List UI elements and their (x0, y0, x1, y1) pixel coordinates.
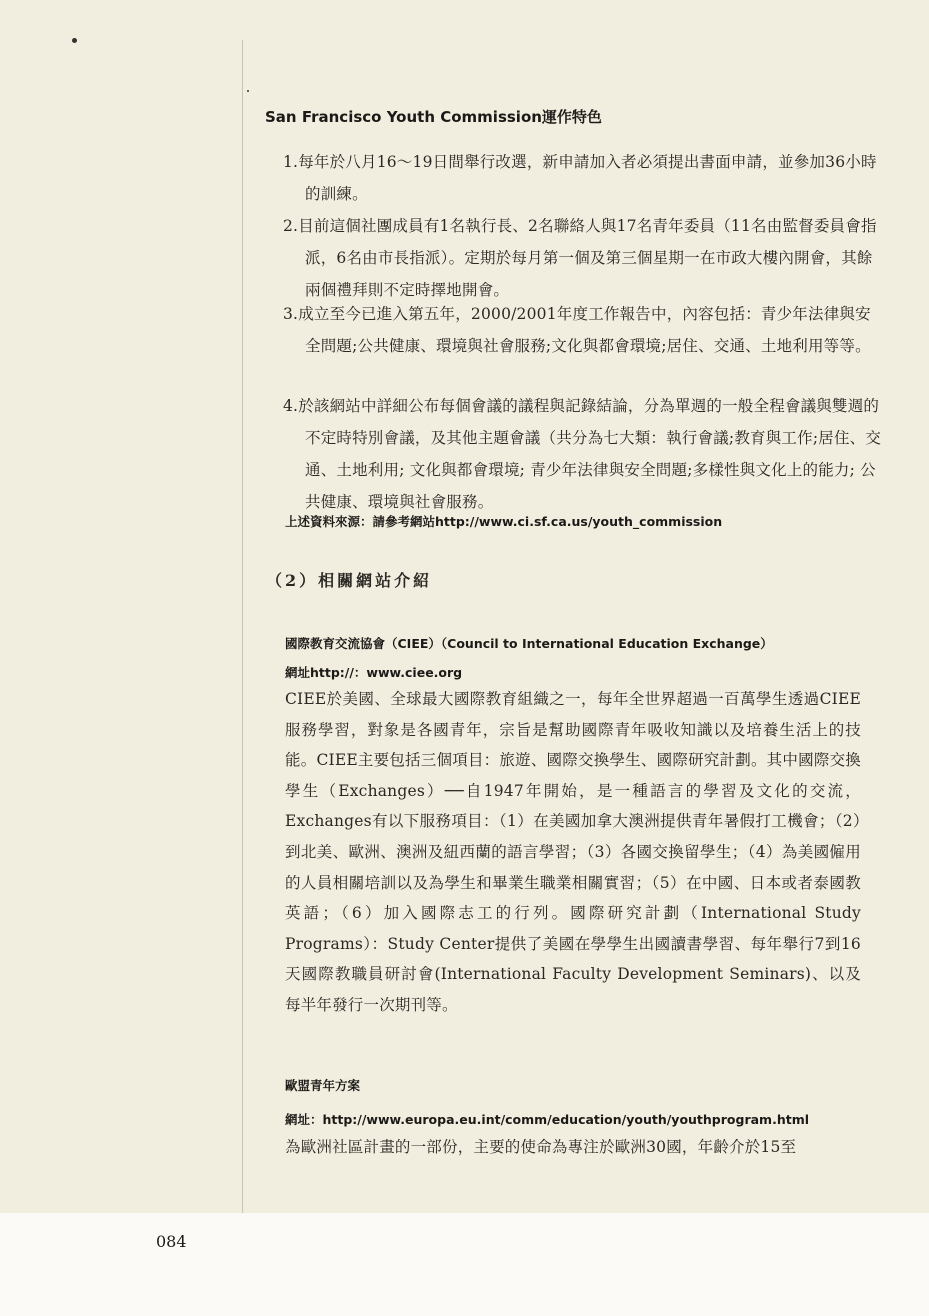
ciee-url: 網址http://：www.ciee.org (285, 665, 463, 680)
feature-item: 1.每年於八月16～19日間舉行改選，新申請加入者必須提出書面申請，並參加36小時的訓練。 (283, 153, 877, 203)
page-footer-area (0, 1213, 929, 1316)
feature-item: 3.成立至今已進入第五年，2000/2001年度工作報告中，內容包括：青少年法律與安全問題;公共健康、環境與社會服務;文化與都會環境;居住、交通、土地利用等等。 (283, 305, 871, 355)
margin-rule (242, 40, 243, 1213)
eu-body: 為歐洲社區計畫的一部份，主要的使命為專注於歐洲30國，年齡介於15至 (285, 1138, 797, 1156)
section-title: San Francisco Youth Commission運作特色 (265, 108, 602, 126)
feature-item: 4.於該網站中詳細公布每個會議的議程與記錄結論，分為單週的一般全程會議與雙週的不定時特別會議，及其他主題會議（共分為七大類：執行會議;教育與工作;居住、交通、土地利用; 文化與都會環境; 青少年法律與安全問題;多樣性與文化上的能力; 公共健康、環境與社會服務。 (283, 397, 882, 511)
ciee-title: 國際教育交流協會（CIEE）（Council to International Education Exchange） (285, 636, 773, 651)
ciee-body: CIEE於美國、全球最大國際教育組織之一，每年全世界超過一百萬學生透過CIEE服務學習，對象是各國青年，宗旨是幫助國際青年吸收知識以及培養生活上的技能。CIEE主要包括三個項目：旅遊、國際交換學生、國際研究計劃。其中國際交換學生（Exchanges）──自1947年開始，是一種語言的學習及文化的交流， Exchanges有以下服務項目：（1）在美國加拿大澳洲提供青年暑假打工機會；（2）到北美、歐洲、澳洲及紐西蘭的語言學習；（3）各國交換留學生；（4）為美國僱用的人員相關培訓以及為學生和畢業生職業相關實習；（5）在中國、日本或者泰國教英語；（6）加入國際志工的行列。國際研究計劃（International Study Programs）：Study Center提供了美國在學學生出國讀書學習、每年舉行7到16天國際教職員研討會(International Faculty Development Seminars)、以及每半年發行一次期刊等。 (285, 690, 861, 1014)
scan-speck (247, 90, 249, 92)
eu-title: 歐盟青年方案 (285, 1078, 361, 1093)
source-note: 上述資料來源：請參考網站http://www.ci.sf.ca.us/youth_commission (285, 514, 723, 529)
scan-speck (72, 38, 77, 43)
eu-url: 網址：http://www.europa.eu.int/comm/education/youth/youthprogram.html (285, 1112, 810, 1127)
page-number: 084 (156, 1232, 187, 1251)
feature-item: 2.目前這個社團成員有1名執行長、2名聯絡人與17名青年委員（11名由監督委員會指派，6名由市長指派）。定期於每月第一個及第三個星期一在市政大樓內開會，其餘兩個禮拜則不定時擇地開會。 (283, 217, 877, 299)
related-sites-heading: （2）相關網站介紹 (266, 571, 433, 590)
